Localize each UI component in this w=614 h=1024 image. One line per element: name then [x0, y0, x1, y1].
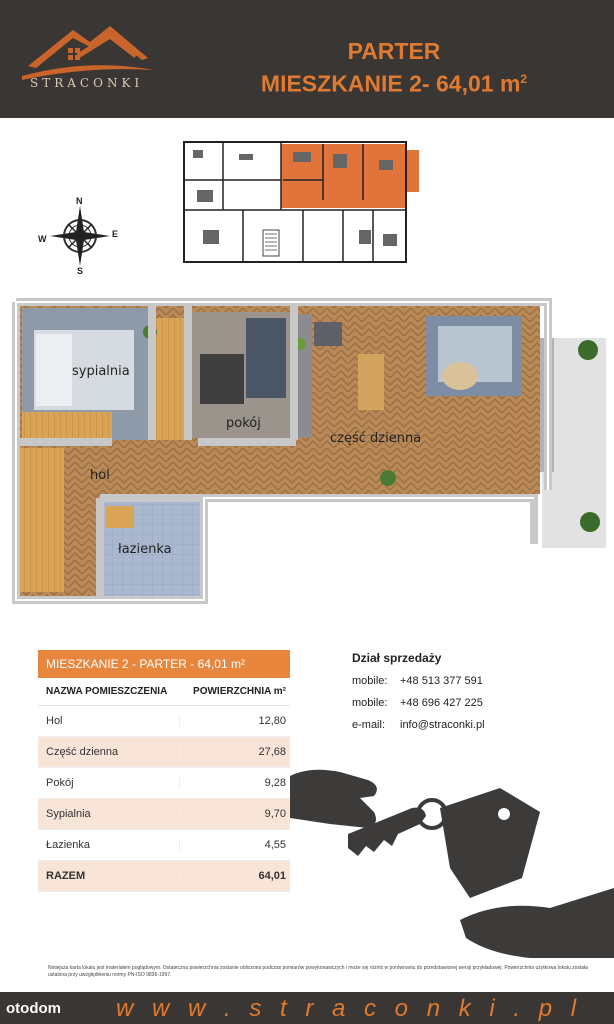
mobile-label: mobile:: [352, 697, 388, 709]
room-name: Pokój: [38, 777, 180, 789]
header: [0, 0, 614, 118]
footer: [0, 992, 614, 1024]
sales-contact: [352, 651, 485, 741]
room-name: Łazienka: [38, 839, 180, 851]
room-label-lazienka: łazienka: [118, 542, 172, 557]
title-apartment: MIESZKANIE 2- 64,01 $m^2$: [260, 70, 528, 97]
otodom-logo: otodom: [6, 1000, 61, 1017]
room-name: Część dzienna: [38, 746, 180, 758]
table-row: [38, 737, 290, 768]
room-area: 12,80: [258, 715, 286, 727]
col-room-name: NAZWA POMIESZCZENIA: [46, 686, 168, 697]
area-table-header: [38, 678, 290, 706]
table-row: [38, 830, 290, 861]
disclaimer-text: Niniejsza karta lokalu jest materiałem poglądowym. Ostateczna powierzchnia zostanie obliczona podczas pomiarów powykonawczych i może się różnić w porównaniu do przedstawionej wersji przykładowej. Powierzchnia użytkowa lokalu została ustalona przy uwzględnieniu normy PN-ISO 9836-1997.: [48, 965, 588, 978]
sales-title: Dział sprzedaży: [352, 651, 442, 665]
title-floor: PARTER: [347, 38, 441, 64]
total-label: RAZEM: [38, 870, 180, 882]
room-label-czesc-dzienna: część dzienna: [330, 431, 422, 446]
floor-plan-drawing: [12, 294, 610, 606]
phone-link-2[interactable]: +48 696 427 225: [400, 697, 483, 709]
apartment-floor-plan: [12, 294, 610, 606]
room-name: Sypialnia: [38, 808, 180, 820]
col-area: POWIERZCHNIA m²: [193, 686, 286, 697]
area-table: [38, 650, 290, 892]
area-table-title: MIESZKANIE 2 - PARTER - 64,01 m²: [38, 650, 290, 678]
logo-text: STRACONKI: [30, 76, 144, 90]
compass-w: W: [38, 234, 47, 244]
hands-keys-illustration: [290, 768, 614, 958]
page-title: [214, 38, 574, 99]
email-label: e-mail:: [352, 719, 386, 731]
room-label-pokoj: pokój: [226, 416, 261, 431]
compass-rose: [38, 196, 122, 276]
room-area: 4,55: [264, 839, 286, 851]
table-row: [38, 799, 290, 830]
website-link[interactable]: w w w . s t r a c o n k i . p l: [116, 995, 583, 1022]
compass-n: N: [76, 196, 83, 206]
compass-e: E: [112, 229, 119, 239]
table-row: [38, 706, 290, 737]
room-area: 9,28: [264, 777, 286, 789]
email-link[interactable]: info@straconki.pl: [400, 719, 485, 731]
phone-link-1[interactable]: +48 513 377 591: [400, 675, 483, 687]
compass-s: S: [77, 266, 84, 276]
room-name: Hol: [38, 715, 180, 727]
table-row: [38, 768, 290, 799]
compass-icon: [38, 196, 122, 276]
mobile-label: mobile:: [352, 675, 388, 687]
logo-roofs-icon: [18, 14, 158, 104]
total-value: 64,01: [258, 870, 286, 882]
building-key-plan: [183, 140, 423, 264]
room-area: 27,68: [258, 746, 286, 758]
table-total-row: [38, 861, 290, 892]
room-label-hol: hol: [90, 468, 110, 483]
room-area: 9,70: [264, 808, 286, 820]
room-label-sypialnia: sypialnia: [72, 364, 130, 379]
